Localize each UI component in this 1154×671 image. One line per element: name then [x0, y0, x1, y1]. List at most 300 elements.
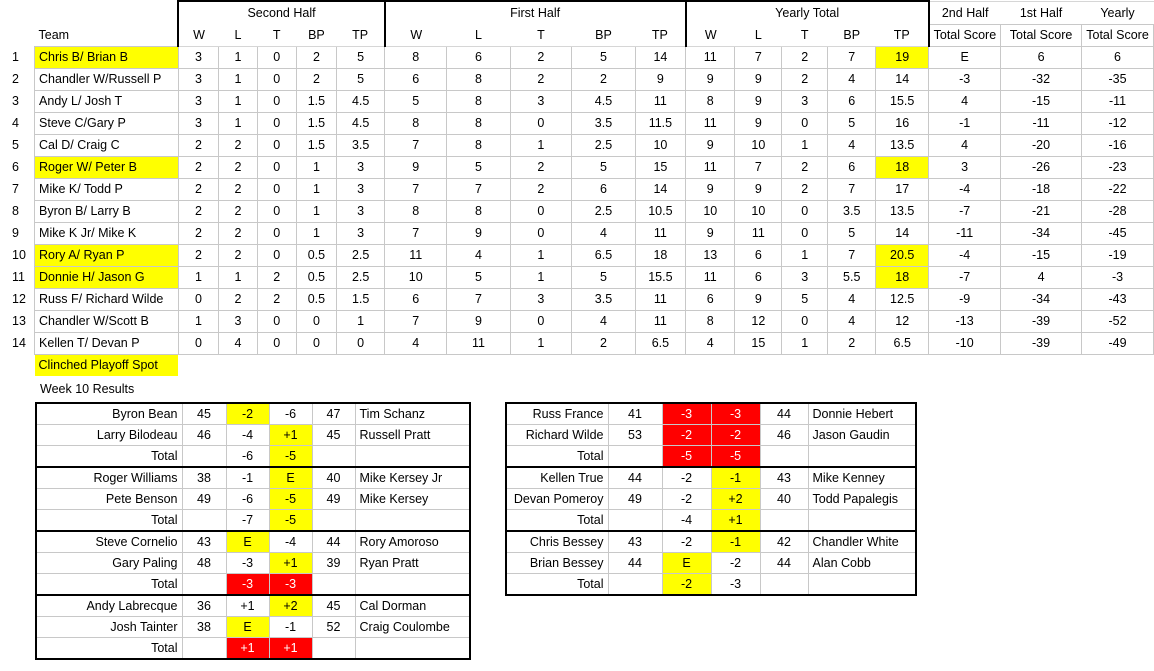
standings-row	[0, 178, 1154, 200]
net-result: -2	[226, 403, 269, 425]
stat-cell: 1	[782, 134, 828, 156]
stat-cell: 6	[686, 288, 735, 310]
score-2nd-half: -11	[929, 222, 1001, 244]
stat-cell: 0	[782, 222, 828, 244]
stat-cell: 9	[686, 68, 735, 90]
net-result: -3	[226, 553, 269, 574]
column-header: W	[178, 24, 218, 46]
score-2nd-half: -9	[929, 288, 1001, 310]
net-result: -2	[711, 425, 760, 446]
score-header: 2nd Half	[929, 1, 1001, 24]
opponent-score	[312, 638, 355, 660]
stat-cell: 0	[257, 156, 296, 178]
net-result: E	[226, 531, 269, 553]
team-name: Donnie H/ Jason G	[35, 266, 179, 288]
rank-cell: 1	[12, 50, 19, 64]
group-header: First Half	[385, 1, 686, 24]
player-score: 46	[182, 425, 226, 446]
stat-cell: 2	[572, 68, 636, 90]
stat-cell: 10	[385, 266, 447, 288]
stat-cell: 0	[178, 288, 218, 310]
stat-cell: 0	[296, 310, 337, 332]
net-result: +1	[226, 638, 269, 660]
player-score	[608, 446, 662, 468]
score-yearly: -49	[1082, 332, 1154, 354]
stat-cell: 3	[510, 90, 572, 112]
blank	[0, 1, 35, 24]
score-2nd-half: -1	[929, 112, 1001, 134]
player-name: Total	[36, 638, 182, 660]
stat-cell: 2.5	[337, 244, 385, 266]
stat-cell: 2.5	[572, 134, 636, 156]
stat-cell: 3.5	[828, 200, 876, 222]
stat-cell: 0	[257, 68, 296, 90]
player-name: Andy Labrecque	[36, 595, 182, 617]
net-result: +1	[711, 510, 760, 532]
score-2nd-half: 4	[929, 134, 1001, 156]
column-header: BP	[828, 24, 876, 46]
stat-cell: 2	[296, 46, 337, 68]
rank-cell: 13	[12, 314, 26, 328]
score-1st-half: -18	[1001, 178, 1082, 200]
score-2nd-half: -7	[929, 266, 1001, 288]
stat-cell: 2	[572, 332, 636, 354]
stat-cell: 2	[296, 68, 337, 90]
stat-cell: 1	[219, 90, 258, 112]
match-row	[36, 617, 470, 638]
player-score	[182, 638, 226, 660]
match-total-row	[36, 574, 470, 596]
score-yearly: 6	[1082, 46, 1154, 68]
opponent-score: 44	[312, 531, 355, 553]
standings-row	[0, 90, 1154, 112]
opponent-name: Ryan Pratt	[355, 553, 470, 574]
stat-cell: 6	[735, 266, 782, 288]
net-result: -5	[269, 510, 312, 532]
column-header: W	[385, 24, 447, 46]
score-yearly: -45	[1082, 222, 1154, 244]
stat-cell: 0	[510, 310, 572, 332]
net-result: -5	[711, 446, 760, 468]
net-result: -2	[662, 489, 711, 510]
match-row	[36, 425, 470, 446]
stat-cell: 13.5	[876, 200, 929, 222]
player-score	[182, 510, 226, 532]
stat-cell: 3	[178, 46, 218, 68]
opponent-name: Donnie Hebert	[808, 403, 916, 425]
column-header: L	[219, 24, 258, 46]
match-row	[36, 531, 470, 553]
player-score	[608, 574, 662, 596]
score-yearly: -19	[1082, 244, 1154, 266]
player-score: 49	[608, 489, 662, 510]
stat-cell: 3.5	[572, 112, 636, 134]
opponent-name	[808, 446, 916, 468]
stat-cell: 2	[510, 68, 572, 90]
player-name: Roger Williams	[36, 467, 182, 489]
stat-cell: 6.5	[572, 244, 636, 266]
rank-cell: 8	[12, 204, 19, 218]
net-result: -1	[711, 531, 760, 553]
stat-cell: 6.5	[876, 332, 929, 354]
opponent-score: 45	[312, 595, 355, 617]
stat-cell: 15.5	[635, 266, 685, 288]
player-name: Russ France	[506, 403, 608, 425]
stat-cell: 2	[782, 46, 828, 68]
net-result: -5	[269, 489, 312, 510]
stat-cell: 1	[510, 134, 572, 156]
stat-cell: 1	[296, 222, 337, 244]
stat-cell: 2	[219, 156, 258, 178]
column-header: TP	[635, 24, 685, 46]
stat-cell: 4.5	[337, 112, 385, 134]
net-result: -1	[226, 467, 269, 489]
score-2nd-half: -13	[929, 310, 1001, 332]
match-row	[506, 553, 916, 574]
net-result: -1	[269, 617, 312, 638]
rank-cell: 7	[12, 182, 19, 196]
stat-cell: 3	[337, 200, 385, 222]
stat-cell: 2	[178, 222, 218, 244]
stat-cell: 4	[447, 244, 510, 266]
score-yearly: -35	[1082, 68, 1154, 90]
match-row	[36, 553, 470, 574]
player-name: Total	[506, 510, 608, 532]
net-result: -5	[662, 446, 711, 468]
stat-cell: 0	[510, 200, 572, 222]
player-name: Total	[36, 510, 182, 532]
stat-cell: 11	[635, 310, 685, 332]
opponent-score: 49	[312, 489, 355, 510]
stat-cell: 6	[828, 90, 876, 112]
stat-cell: 10	[735, 134, 782, 156]
stat-cell: 9	[447, 310, 510, 332]
standings-row	[0, 222, 1154, 244]
player-name: Chris Bessey	[506, 531, 608, 553]
standings-row	[0, 332, 1154, 354]
stat-cell: 9	[735, 288, 782, 310]
week-results-title: Week 10 Results	[40, 382, 135, 396]
score-1st-half: 6	[1001, 46, 1082, 68]
stat-cell: 13.5	[876, 134, 929, 156]
opponent-name: Mike Kersey	[355, 489, 470, 510]
standings-row	[0, 244, 1154, 266]
net-result: +1	[269, 425, 312, 446]
score-1st-half: -34	[1001, 288, 1082, 310]
stat-cell: 12	[876, 310, 929, 332]
stat-cell: 7	[828, 244, 876, 266]
match-total-row	[36, 510, 470, 532]
stat-cell: 11	[635, 288, 685, 310]
stat-cell: 4	[828, 134, 876, 156]
stat-cell: 1	[782, 332, 828, 354]
opponent-score	[760, 574, 808, 596]
stat-cell: 0	[257, 310, 296, 332]
stat-cell: 11	[385, 244, 447, 266]
net-result: -7	[226, 510, 269, 532]
team-name: Chandler W/Scott B	[35, 310, 179, 332]
score-2nd-half: -3	[929, 68, 1001, 90]
stat-cell: 8	[447, 134, 510, 156]
stat-cell: 2	[219, 244, 258, 266]
stat-cell: 20.5	[876, 244, 929, 266]
standings-row	[0, 288, 1154, 310]
stat-cell: 0	[257, 332, 296, 354]
net-result: -4	[269, 531, 312, 553]
net-result: +2	[711, 489, 760, 510]
score-subheader: Total Score	[1082, 24, 1154, 46]
stat-cell: 2.5	[337, 266, 385, 288]
stat-cell: 3.5	[337, 134, 385, 156]
stat-cell: 9	[686, 222, 735, 244]
opponent-score: 44	[760, 403, 808, 425]
score-1st-half: 4	[1001, 266, 1082, 288]
rank-cell: 2	[12, 72, 19, 86]
net-result: E	[662, 553, 711, 574]
stat-cell: 5	[337, 68, 385, 90]
stat-cell: 2	[257, 266, 296, 288]
rank-cell: 14	[12, 336, 26, 350]
player-name: Pete Benson	[36, 489, 182, 510]
match-total-row	[506, 446, 916, 468]
opponent-score	[312, 574, 355, 596]
stat-cell: 7	[385, 178, 447, 200]
opponent-name: Russell Pratt	[355, 425, 470, 446]
net-result: -6	[226, 446, 269, 468]
team-name: Chandler W/Russell P	[35, 68, 179, 90]
column-header: T	[782, 24, 828, 46]
player-score	[182, 574, 226, 596]
stat-cell: 2	[219, 222, 258, 244]
stat-cell: 2	[178, 156, 218, 178]
stat-cell: 5	[447, 156, 510, 178]
opponent-name: Chandler White	[808, 531, 916, 553]
match-total-row	[506, 574, 916, 596]
net-result: E	[226, 617, 269, 638]
stat-cell: 2	[178, 244, 218, 266]
stat-cell: 16	[876, 112, 929, 134]
player-score: 44	[608, 467, 662, 489]
stat-cell: 9	[686, 134, 735, 156]
opponent-name	[808, 510, 916, 532]
stat-cell: 2	[178, 134, 218, 156]
match-row	[506, 467, 916, 489]
opponent-score	[760, 510, 808, 532]
stat-cell: 18	[635, 244, 685, 266]
stat-cell: 8	[385, 46, 447, 68]
stat-cell: 2	[782, 68, 828, 90]
stat-cell: 0	[782, 310, 828, 332]
player-name: Byron Bean	[36, 403, 182, 425]
player-name: Brian Bessey	[506, 553, 608, 574]
stat-cell: 1	[178, 266, 218, 288]
opponent-name	[355, 574, 470, 596]
player-score: 38	[182, 467, 226, 489]
stat-cell: 2	[219, 178, 258, 200]
blank	[35, 1, 179, 24]
stat-cell: 0	[257, 134, 296, 156]
team-name: Andy L/ Josh T	[35, 90, 179, 112]
score-yearly: -11	[1082, 90, 1154, 112]
stat-cell: 15.5	[876, 90, 929, 112]
stat-cell: 4	[828, 310, 876, 332]
stat-cell: 18	[876, 156, 929, 178]
stat-cell: 11	[735, 222, 782, 244]
stat-cell: 15	[735, 332, 782, 354]
stat-cell: 5	[572, 46, 636, 68]
score-1st-half: -26	[1001, 156, 1082, 178]
stat-cell: 0	[257, 46, 296, 68]
stat-cell: 9	[735, 112, 782, 134]
stat-cell: 8	[447, 112, 510, 134]
stat-cell: 4	[572, 222, 636, 244]
net-result: -3	[226, 574, 269, 596]
player-name: Total	[36, 574, 182, 596]
stat-cell: 3	[337, 156, 385, 178]
stat-cell: 1	[296, 178, 337, 200]
stat-cell: 14	[876, 222, 929, 244]
stat-cell: 3	[510, 288, 572, 310]
opponent-name: Mike Kersey Jr	[355, 467, 470, 489]
stat-cell: 1.5	[296, 134, 337, 156]
stat-cell: 2	[782, 178, 828, 200]
score-yearly: -22	[1082, 178, 1154, 200]
stat-cell: 3.5	[572, 288, 636, 310]
stat-cell: 0	[510, 222, 572, 244]
rank-cell: 12	[12, 292, 26, 306]
player-score: 45	[182, 403, 226, 425]
stat-cell: 5	[385, 90, 447, 112]
stat-cell: 0	[257, 222, 296, 244]
net-result: -4	[226, 425, 269, 446]
net-result: -2	[662, 574, 711, 596]
column-header: TP	[876, 24, 929, 46]
score-1st-half: -21	[1001, 200, 1082, 222]
stat-cell: 6.5	[635, 332, 685, 354]
stat-cell: 5	[447, 266, 510, 288]
opponent-name: Jason Gaudin	[808, 425, 916, 446]
stat-cell: 0	[510, 112, 572, 134]
stat-cell: 8	[447, 68, 510, 90]
stat-cell: 11	[686, 112, 735, 134]
week-results-left	[35, 402, 471, 660]
team-name: Steve C/Gary P	[35, 112, 179, 134]
net-result: -3	[711, 574, 760, 596]
team-name: Byron B/ Larry B	[35, 200, 179, 222]
team-header: Team	[38, 27, 70, 42]
stat-cell: 0	[296, 332, 337, 354]
score-yearly: -43	[1082, 288, 1154, 310]
stat-cell: 1.5	[296, 90, 337, 112]
net-result: -3	[662, 403, 711, 425]
score-subheader: Total Score	[1001, 24, 1082, 46]
stat-cell: 14	[635, 178, 685, 200]
stat-cell: 1	[219, 112, 258, 134]
group-header: Second Half	[178, 1, 384, 24]
stat-cell: 7	[828, 46, 876, 68]
stat-cell: 9	[686, 178, 735, 200]
rank-cell: 6	[12, 160, 19, 174]
net-result: -5	[269, 446, 312, 468]
opponent-name: Tim Schanz	[355, 403, 470, 425]
stat-cell: 10	[686, 200, 735, 222]
stat-cell: 11	[686, 156, 735, 178]
player-score	[608, 510, 662, 532]
stat-cell: 8	[447, 200, 510, 222]
stat-cell: 0	[337, 332, 385, 354]
net-result: +1	[269, 638, 312, 660]
net-result: -4	[662, 510, 711, 532]
score-1st-half: -39	[1001, 310, 1082, 332]
stat-cell: 3	[178, 90, 218, 112]
stat-cell: 1	[510, 244, 572, 266]
stat-cell: 0.5	[296, 288, 337, 310]
player-name: Josh Tainter	[36, 617, 182, 638]
stat-cell: 4	[686, 332, 735, 354]
column-header: T	[510, 24, 572, 46]
opponent-name	[355, 510, 470, 532]
opponent-score: 42	[760, 531, 808, 553]
net-result: E	[269, 467, 312, 489]
stat-cell: 0.5	[296, 244, 337, 266]
stat-cell: 4	[385, 332, 447, 354]
match-row	[36, 403, 470, 425]
match-row	[36, 467, 470, 489]
team-name: Rory A/ Ryan P	[35, 244, 179, 266]
score-1st-half: -39	[1001, 332, 1082, 354]
stat-cell: 6	[735, 244, 782, 266]
team-name: Mike K/ Todd P	[35, 178, 179, 200]
stat-cell: 0	[257, 244, 296, 266]
stat-cell: 8	[385, 200, 447, 222]
opponent-score	[312, 510, 355, 532]
stat-cell: 6	[828, 156, 876, 178]
net-result: -2	[711, 553, 760, 574]
column-header: T	[257, 24, 296, 46]
score-yearly: -12	[1082, 112, 1154, 134]
stat-cell: 2	[828, 332, 876, 354]
match-total-row	[36, 446, 470, 468]
stat-cell: 5	[782, 288, 828, 310]
stat-cell: 15	[635, 156, 685, 178]
stat-cell: 1.5	[337, 288, 385, 310]
player-score: 53	[608, 425, 662, 446]
opponent-name	[355, 446, 470, 468]
opponent-score: 40	[760, 489, 808, 510]
player-score: 49	[182, 489, 226, 510]
net-result: -3	[269, 574, 312, 596]
net-result: +1	[226, 595, 269, 617]
match-row	[36, 489, 470, 510]
stat-cell: 9	[735, 68, 782, 90]
stat-cell: 12.5	[876, 288, 929, 310]
stat-cell: 0	[257, 200, 296, 222]
score-2nd-half: -10	[929, 332, 1001, 354]
stat-cell: 2.5	[572, 200, 636, 222]
net-result: -6	[226, 489, 269, 510]
opponent-score	[312, 446, 355, 468]
stat-cell: 1	[510, 266, 572, 288]
stat-cell: 3	[782, 266, 828, 288]
stat-cell: 11	[686, 46, 735, 68]
stat-cell: 6	[572, 178, 636, 200]
net-result: +1	[269, 553, 312, 574]
stat-cell: 6	[447, 46, 510, 68]
player-score: 36	[182, 595, 226, 617]
match-row	[506, 403, 916, 425]
player-name: Total	[506, 446, 608, 468]
stat-cell: 1	[782, 244, 828, 266]
